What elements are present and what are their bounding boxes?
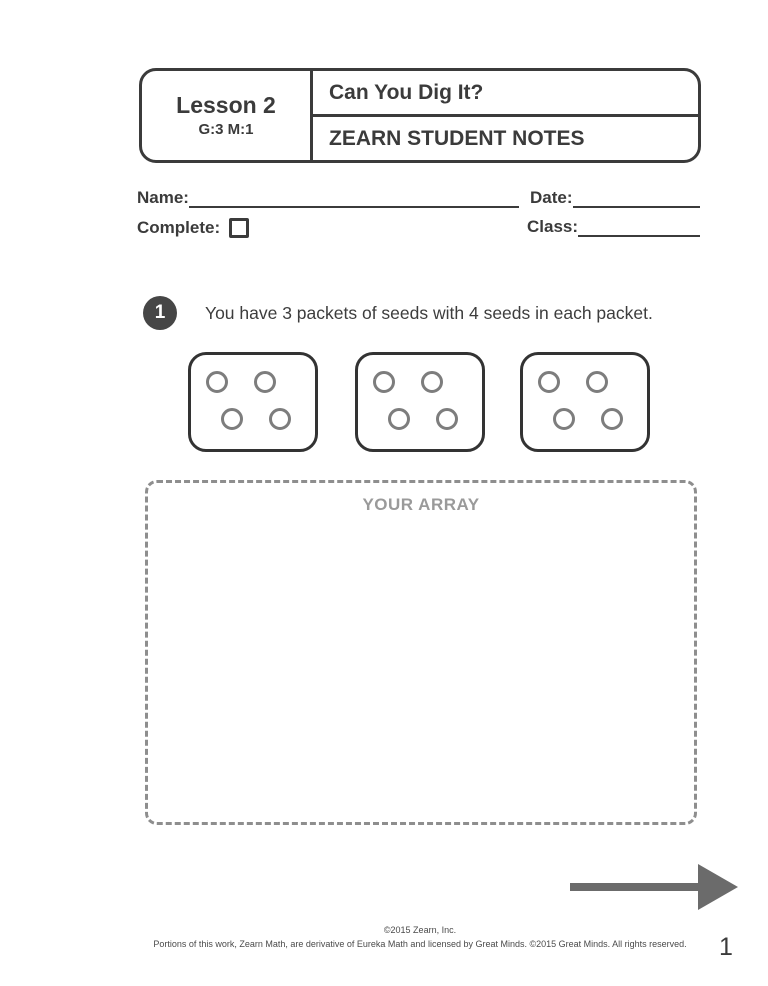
array-work-area[interactable] — [145, 480, 697, 825]
footer-copyright: ©2015 Zearn, Inc. — [383, 925, 457, 935]
next-arrow-icon — [570, 883, 700, 891]
seed-circle — [436, 408, 458, 430]
problem-number: 1 — [154, 302, 166, 323]
lesson-title-row — [313, 71, 698, 117]
complete-label: Complete: — [137, 218, 221, 237]
name-write-line — [189, 188, 519, 208]
footer — [139, 925, 701, 949]
class-write-line — [578, 217, 700, 237]
seed-circle — [206, 371, 228, 393]
problem-text: You have 3 packets of seeds with 4 seeds in each packet. — [205, 303, 653, 323]
next-arrow-head-icon — [698, 864, 738, 910]
seed-circle — [269, 408, 291, 430]
class-field — [527, 215, 700, 237]
lesson-info-cell — [142, 71, 313, 160]
notes-title-row — [313, 117, 698, 160]
lesson-number: Lesson 2 — [176, 92, 276, 119]
seed-circle — [373, 371, 395, 393]
lesson-title: Can You Dig It? — [329, 80, 484, 104]
seed-circle — [553, 408, 575, 430]
seed-circle — [221, 408, 243, 430]
footer-attribution: Portions of this work, Zearn Math, are derivative of Eureka Math and licensed by Great Minds. ©2015 Great Minds. All rights reserved. — [153, 939, 687, 949]
seed-circle — [586, 371, 608, 393]
lesson-header-box — [139, 68, 701, 163]
date-write-line — [573, 188, 700, 208]
complete-field — [137, 215, 277, 241]
seed-circle — [388, 408, 410, 430]
class-label: Class: — [527, 217, 579, 236]
seed-circle — [254, 371, 276, 393]
date-label: Date: — [530, 188, 573, 207]
notes-title: ZEARN STUDENT NOTES — [329, 126, 585, 150]
grade-module: G:3 M:1 — [198, 120, 254, 138]
seed-packet — [520, 352, 650, 452]
name-label: Name: — [137, 188, 189, 207]
date-field — [530, 186, 700, 208]
complete-checkbox[interactable] — [229, 218, 249, 238]
seed-packet — [188, 352, 318, 452]
array-label: YOUR ARRAY — [362, 495, 480, 514]
problem-number-badge — [143, 296, 177, 330]
seed-circle — [538, 371, 560, 393]
page-number: 1 — [719, 933, 733, 961]
seed-circle — [601, 408, 623, 430]
name-field — [137, 186, 519, 208]
lesson-title-cell — [313, 71, 698, 160]
seed-circle — [421, 371, 443, 393]
seed-packet — [355, 352, 485, 452]
